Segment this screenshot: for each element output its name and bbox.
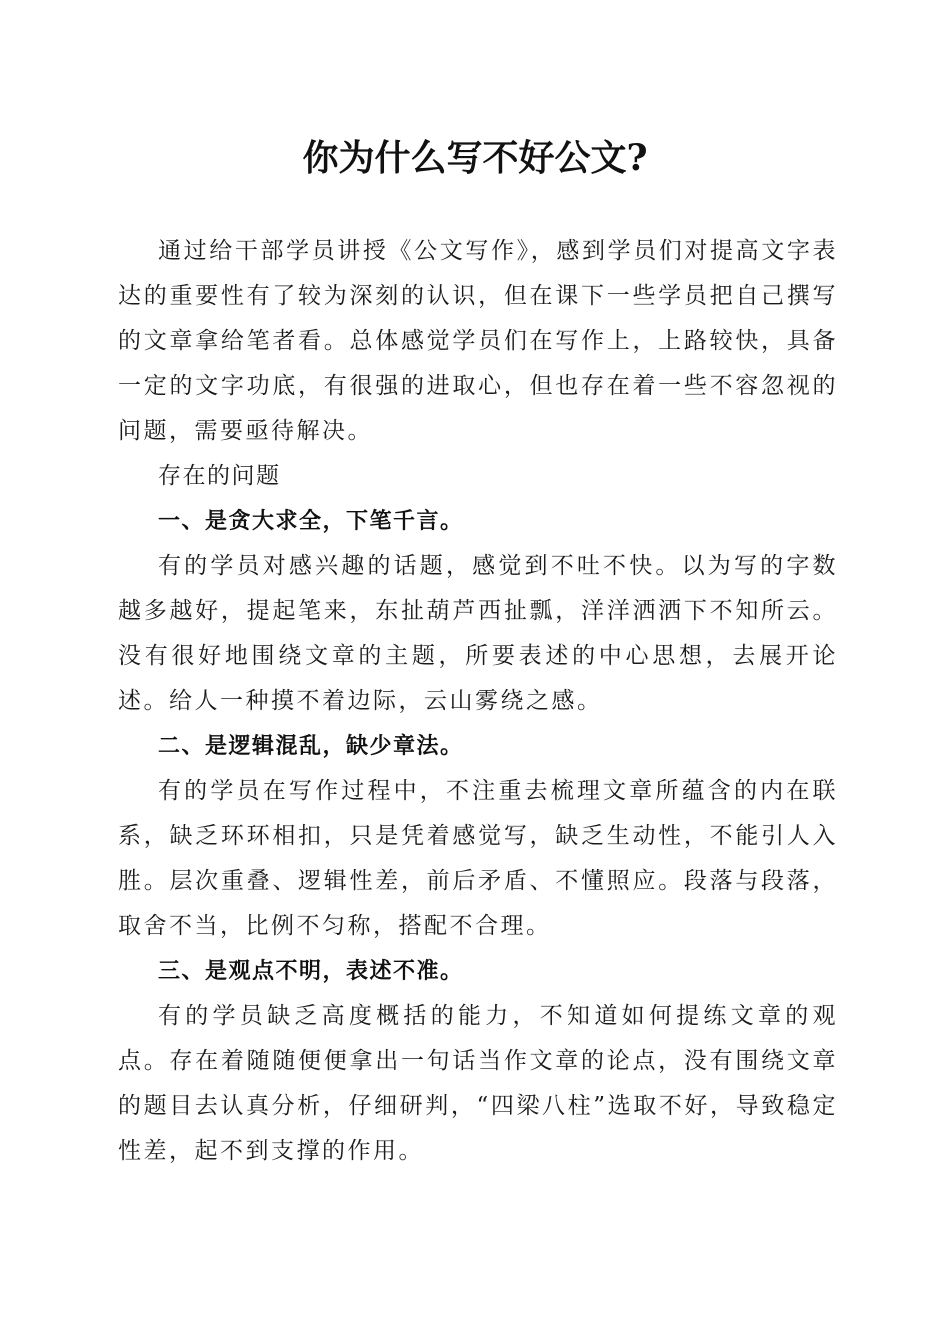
problem-heading-3: 三、是观点不明，表述不准。 <box>158 959 464 984</box>
problem-heading-1: 一、是贪大求全，下笔千言。 <box>158 509 464 534</box>
problem-heading-2: 二、是逻辑混乱，缺少章法。 <box>158 734 464 759</box>
problem-body-1: 有的学员对感兴趣的话题，感觉到不吐不快。以为写的字数越多越好，提起笔来，东扯葫芦西扯瓢，洋洋洒洒下不知所云。没有很好地围绕文章的主题，所要表述的中心思想，去展开论述。给人一种摸不着边际，云山雾绕之感。 <box>118 553 838 714</box>
section-label: 存在的问题 <box>158 463 281 489</box>
document-title: 你为什么写不好公文? <box>302 137 648 179</box>
problem-body-2: 有的学员在写作过程中，不注重去梳理文章所蕴含的内在联系，缺乏环环相扣，只是凭着感觉写，缺乏生动性，不能引人入胜。层次重叠、逻辑性差，前后矛盾、不懂照应。段落与段落，取舍不当，比例不匀称，搭配不合理。 <box>118 778 838 939</box>
intro-paragraph: 通过给干部学员讲授《公文写作》，感到学员们对提高文字表达的重要性有了较为深刻的认识，但在课下一些学员把自己撰写的文章拿给笔者看。总体感觉学员们在写作上，上路较快，具备一定的文字功底，有很强的进取心，但也存在着一些不容忽视的问题，需要亟待解决。 <box>118 238 838 444</box>
document-body <box>118 229 838 1174</box>
problem-body-3: 有的学员缺乏高度概括的能力，不知道如何提练文章的观点。存在着随随便便拿出一句话当作文章的论点，没有围绕文章的题目去认真分析，仔细研判，“四梁八柱”选取不好，导致稳定性差，起不到支撑的作用。 <box>118 1003 838 1164</box>
